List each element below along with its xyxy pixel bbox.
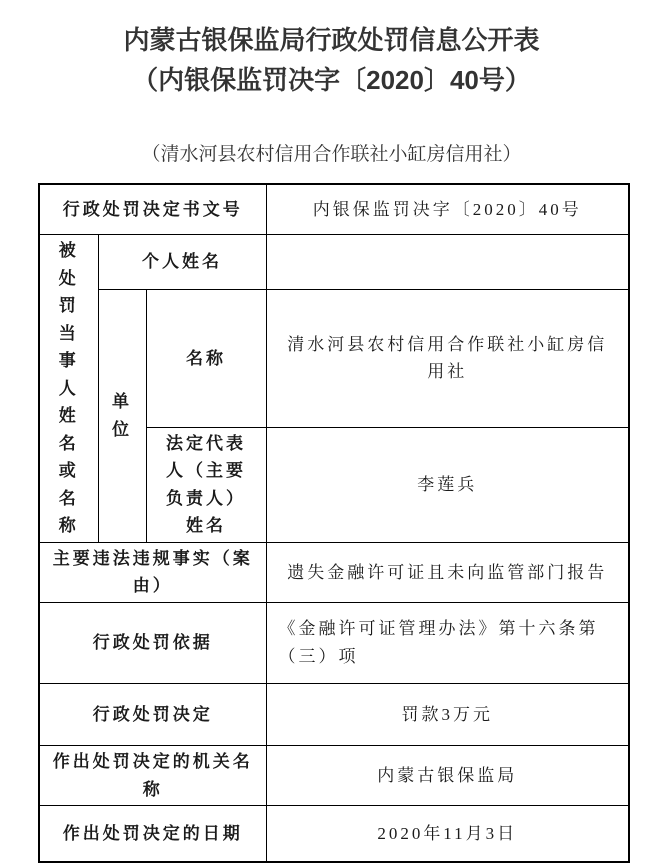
row-decision <box>39 684 629 746</box>
page-title-line1: 内蒙古银保监局行政处罚信息公开表 <box>123 25 540 55</box>
legal-rep-label: 法定代表人（主要负责人）姓名 <box>146 427 266 542</box>
row-facts <box>39 542 629 602</box>
doc-subtitle: （清水河县农村信用合作联社小缸房信用社） <box>141 143 522 165</box>
org-name-value: 清水河县农村信用合作联社小缸房信用社 <box>266 290 629 428</box>
authority-value: 内蒙古银保监局 <box>266 746 629 806</box>
org-name-label: 名称 <box>146 290 266 428</box>
row-personal-name <box>39 235 629 290</box>
authority-label: 作出处罚决定的机关名称 <box>39 746 266 806</box>
personal-name-value <box>266 235 629 290</box>
decision-value: 罚款3万元 <box>266 684 629 746</box>
unit-group-label: 单位 <box>98 290 146 543</box>
party-group-label: 被处罚当事人姓名或名称 <box>39 235 98 543</box>
facts-label: 主要违法违规事实（案由） <box>39 542 266 602</box>
row-org-name <box>39 290 629 428</box>
row-date <box>39 806 629 862</box>
date-label: 作出处罚决定的日期 <box>39 806 266 862</box>
basis-label: 行政处罚依据 <box>39 603 266 684</box>
doc-number-label: 行政处罚决定书文号 <box>39 184 266 235</box>
penalty-table <box>38 183 630 863</box>
personal-name-label: 个人姓名 <box>98 235 266 290</box>
facts-value: 遗失金融许可证且未向监管部门报告 <box>266 542 629 602</box>
basis-value: 《金融许可证管理办法》第十六条第（三）项 <box>266 603 629 684</box>
legal-rep-value: 李莲兵 <box>266 427 629 542</box>
row-doc-number <box>39 184 629 235</box>
row-basis <box>39 603 629 684</box>
date-value: 2020年11月3日 <box>266 806 629 862</box>
page-title-line2: （内银保监罚决字〔2020〕40号） <box>132 65 531 96</box>
page-title <box>0 20 663 101</box>
row-authority <box>39 746 629 806</box>
doc-number-value: 内银保监罚决字〔2020〕40号 <box>266 184 629 235</box>
decision-label: 行政处罚决定 <box>39 684 266 746</box>
